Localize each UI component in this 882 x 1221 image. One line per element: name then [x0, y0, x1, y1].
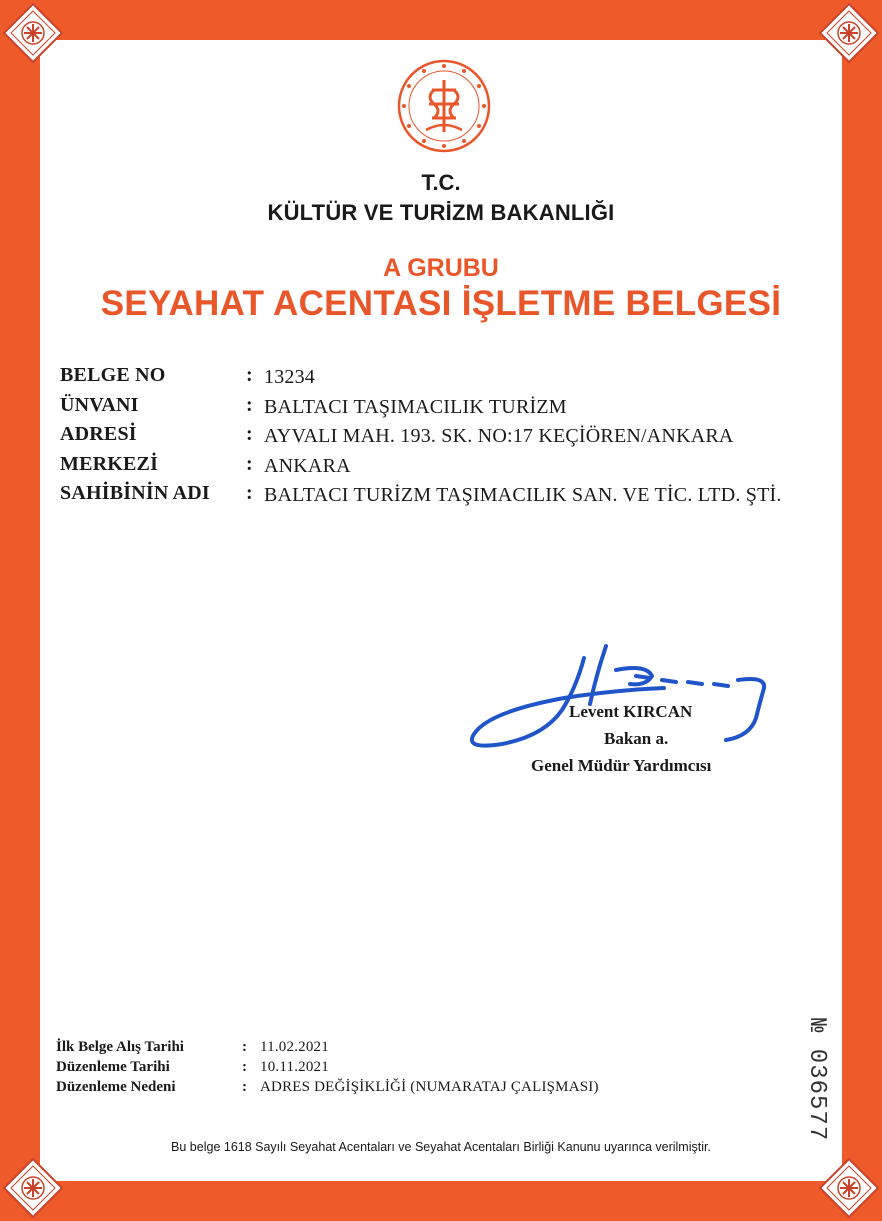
signatory-role: Bakan a. — [604, 729, 669, 748]
corner-ornament-icon — [2, 1157, 64, 1219]
field-value: 13234 — [264, 366, 315, 388]
date-value: ADRES DEĞİŞİKLİĞİ (NUMARATAJ ÇALIŞMASI) — [260, 1079, 599, 1095]
field-value: BALTACI TAŞIMACILIK TURİZM — [264, 395, 567, 418]
issue-dates — [56, 1039, 776, 1099]
date-row-edit-date — [56, 1059, 776, 1079]
date-row-first-issue — [56, 1039, 776, 1059]
field-colon: : — [246, 423, 253, 445]
date-colon: : — [242, 1039, 247, 1055]
field-label: ÜNVANI — [60, 393, 139, 416]
certificate-group: A GRUBU — [383, 254, 499, 282]
field-colon: : — [246, 482, 253, 504]
date-label: Düzenleme Tarihi — [56, 1059, 170, 1075]
serial-number — [790, 1018, 830, 1152]
ministry-emblem-icon — [396, 58, 492, 154]
date-colon: : — [242, 1079, 247, 1095]
legal-footer: Bu belge 1618 Sayılı Seyahat Acentaları ve Seyahat Acentaları Birliği Kanunu uyarınca verilmiştir. — [171, 1140, 711, 1154]
field-label: BELGE NO — [60, 364, 166, 386]
signatory-name: Levent KIRCAN — [569, 702, 693, 721]
country-heading: T.C. — [421, 170, 461, 195]
certificate-title: SEYAHAT ACENTASI İŞLETME BELGESİ — [100, 284, 782, 323]
field-value: AYVALI MAH. 193. SK. NO:17 KEÇİÖREN/ANKARA — [264, 425, 734, 447]
field-colon: : — [246, 452, 253, 475]
field-colon: : — [246, 393, 253, 416]
certificate-fields — [60, 364, 820, 542]
field-row-adresi — [60, 423, 820, 453]
ministry-heading: KÜLTÜR VE TURİZM BAKANLIĞI — [267, 200, 615, 225]
date-value: 11.02.2021 — [260, 1039, 329, 1055]
date-colon: : — [242, 1059, 247, 1075]
corner-ornament-icon — [2, 2, 64, 64]
field-colon: : — [246, 364, 253, 386]
date-row-edit-reason — [56, 1079, 776, 1099]
serial-number-text: № 036577 — [803, 1018, 830, 1142]
field-label: SAHİBİNİN ADI — [60, 482, 210, 504]
field-label: ADRESİ — [60, 423, 137, 445]
corner-ornament-icon — [818, 1157, 880, 1219]
field-label: MERKEZİ — [60, 452, 159, 475]
field-value: BALTACI TURİZM TAŞIMACILIK SAN. VE TİC. LTD. ŞTİ. — [264, 484, 782, 506]
field-row-belge-no — [60, 364, 820, 394]
field-row-sahibinin-adi — [60, 482, 820, 542]
corner-ornament-icon — [818, 2, 880, 64]
date-value: 10.11.2021 — [260, 1059, 329, 1075]
field-row-merkezi — [60, 453, 820, 483]
date-label: İlk Belge Alış Tarihi — [56, 1039, 184, 1055]
field-row-unvani — [60, 394, 820, 424]
field-value: ANKARA — [264, 454, 351, 477]
signatory-title: Genel Müdür Yardımcısı — [531, 756, 712, 775]
date-label: Düzenleme Nedeni — [56, 1079, 176, 1095]
